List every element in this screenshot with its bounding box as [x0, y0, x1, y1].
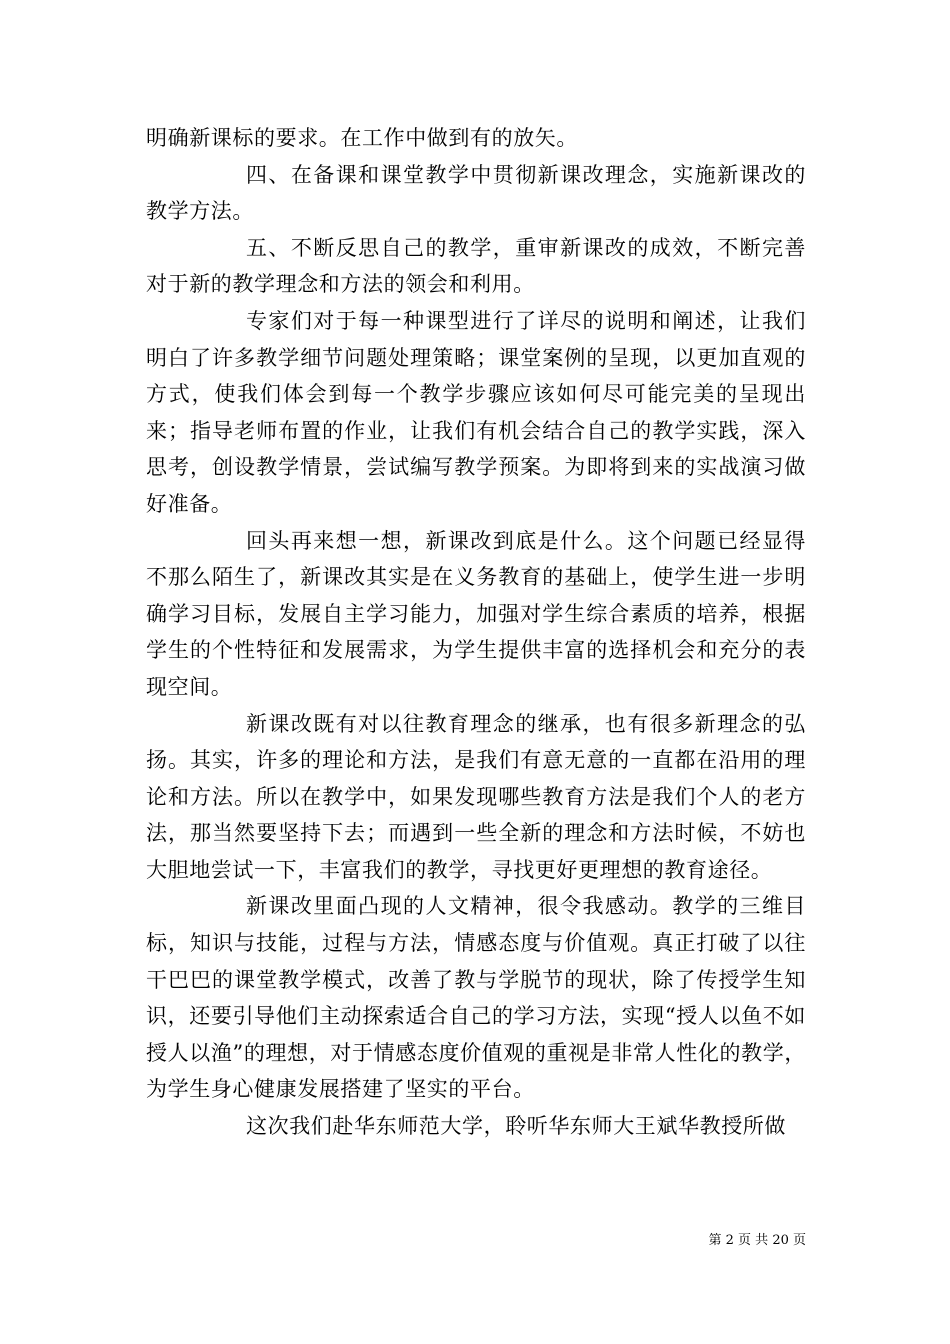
paragraph: 专家们对于每一种课型进行了详尽的说明和阐述，让我们明白了许多教学细节问题处理策略；课堂案例的呈现，以更加直观的方式，使我们体会到每一个教学步骤应该如何尽可能完美的呈现出来；指导老师布置的作业，让我们有机会结合自己的教学实践，深入思考，创设教学情景，尝试编写教学预案。为即将到来的实战演习做好准备。 — [146, 308, 806, 516]
paragraph: 新课改既有对以往教育理念的继承，也有很多新理念的弘扬。其实，许多的理论和方法，是我们有意无意的一直都在沿用的理论和方法。所以在教学中，如果发现哪些教育方法是我们个人的老方法，那当然要坚持下去；而遇到一些全新的理念和方法时候，不妨也大胆地尝试一下，丰富我们的教学，寻找更好更理想的教育途径。 — [146, 711, 806, 882]
page-number: 第 2 页 共 20 页 — [708, 1233, 806, 1248]
paragraph: 五、不断反思自己的教学，重审新课改的成效，不断完善对于新的教学理念和方法的领会和利用。 — [146, 235, 806, 297]
paragraph: 明确新课标的要求。在工作中做到有的放矢。 — [146, 126, 578, 150]
paragraph: 这次我们赴华东师范大学，聆听华东师大王斌华教授所做 — [246, 1114, 786, 1139]
document-body — [146, 120, 806, 1145]
paragraph: 四、在备课和课堂教学中贯彻新课改理念，实施新课改的教学方法。 — [146, 162, 806, 224]
paragraph: 回头再来想一想，新课改到底是什么。这个问题已经显得不那么陌生了，新课改其实是在义务教育的基础上，使学生进一步明确学习目标，发展自主学习能力，加强对学生综合素质的培养，根据学生的个性特征和发展需求，为学生提供丰富的选择机会和充分的表现空间。 — [146, 528, 806, 699]
paragraph: 新课改里面凸现的人文精神，很令我感动。教学的三维目标，知识与技能，过程与方法，情感态度与价值观。真正打破了以往干巴巴的课堂教学模式，改善了教与学脱节的现状，除了传授学生知识，还要引导他们主动探索适合自己的学习方法，实现“授人以鱼不如授人以渔”的理想，对于情感态度价值观的重视是非常人性化的教学，为学生身心健康发展搭建了坚实的平台。 — [146, 894, 806, 1102]
